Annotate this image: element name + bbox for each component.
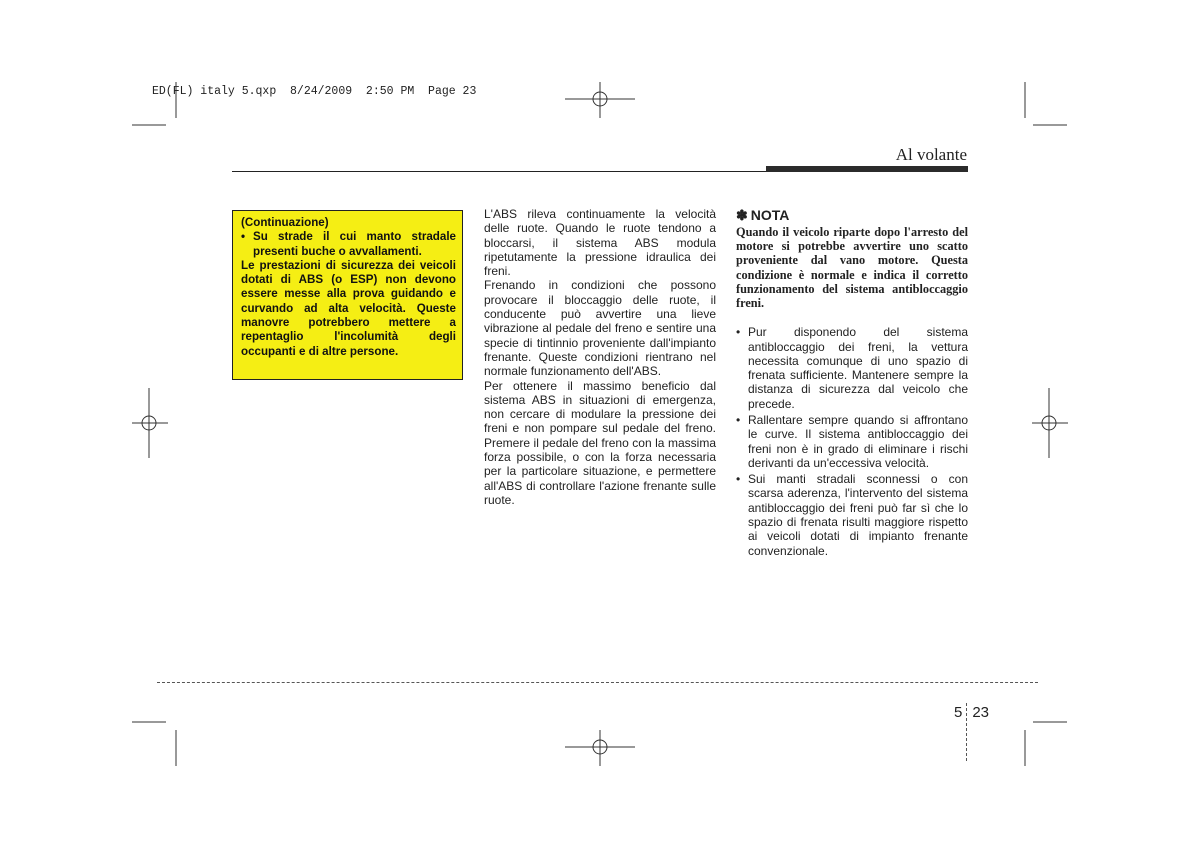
nota-bullet-list xyxy=(736,325,968,558)
registration-target-top xyxy=(565,80,635,120)
list-item-text: Pur disponendo del sistema antibloccaggio dei freni, la vettura necessita comunque di uno spazio di frenata sufficiente. Mantenere sempre la distanza di sicurezza dal veicolo che precede. xyxy=(748,325,968,411)
print-slug: ED(FL) italy 5.qxp 8/24/2009 2:50 PM Page 23 xyxy=(152,85,477,98)
warning-bullet-text: Su strade il cui manto stradale presenti buche o avvallamenti. xyxy=(253,230,456,258)
bullet-dot: • xyxy=(736,325,741,340)
asterisk-icon: ✽ xyxy=(736,207,748,223)
warning-heading: (Continuazione) xyxy=(241,216,329,229)
nota-body: Quando il veicolo riparte dopo l'arresto del motore si potrebbe avvertire uno scatto proveniente dal vano motore. Questa condizione è normale e indica il corretto funzionamento del sistema antibloccaggio freni. xyxy=(736,225,968,311)
footer-rule xyxy=(157,682,1038,683)
nota-title: NOTA xyxy=(750,207,790,223)
paragraph: Frenando in condizioni che possono provocare il bloccaggio delle ruote, il conducente può avvertire una lieve vibrazione al pedale del freno e sentire una specie di tintinnio proveniente dall'impianto frenante. Queste condizioni rientrano nel normale funzionamento dell'ABS. xyxy=(484,278,716,379)
header-bar xyxy=(766,166,968,172)
section-title: Al volante xyxy=(895,145,967,164)
bullet-dot: • xyxy=(736,472,741,487)
nota-section xyxy=(736,207,968,560)
list-item-text: Sui manti stradali sconnessi o con scarsa aderenza, l'intervento del sistema antibloccaggio dei freni può far sì che lo spazio di frenata risulti maggiore rispetto ai veicoli dotati di impianto frenante convenzionale. xyxy=(748,472,968,558)
registration-target-bottom xyxy=(565,728,635,768)
list-item xyxy=(736,472,968,558)
bullet-dot: • xyxy=(736,413,741,427)
page-number xyxy=(954,683,989,741)
warning-box xyxy=(232,210,463,380)
page-number-separator xyxy=(966,703,968,761)
warning-body: Le prestazioni di sicurezza dei veicoli dotati di ABS (o ESP) non devono essere messe alla prova guidando e curvando ad alta velocità. Queste manovre potrebbero mettere a repentaglio l'incolumità degli occupanti e di altre persone. xyxy=(241,258,456,358)
list-item xyxy=(736,413,968,470)
bullet-dot: • xyxy=(241,230,246,244)
body-column-middle xyxy=(484,207,716,507)
nota-heading xyxy=(736,207,968,224)
list-item xyxy=(736,325,968,411)
paragraph: Per ottenere il massimo beneficio dal sistema ABS in situazioni di emergenza, non cercare di modulare la pressione dei freni e non pompare sul pedale del freno. Premere il pedale del freno con la massima forza possibile, o con la forza necessaria per la particolare situazione, e permettere all'ABS di controllare l'azione frenante sulle ruote. xyxy=(484,378,716,507)
list-item-text: Rallentare sempre quando si affrontano le curve. Il sistema antibloccaggio dei freni non è in grado di eliminare i rischi derivanti da un'eccessiva velocità. xyxy=(748,413,968,470)
registration-target-left xyxy=(130,388,170,458)
registration-target-right xyxy=(1030,388,1070,458)
warning-bullet xyxy=(241,230,456,259)
page-number-value: 23 xyxy=(972,703,990,721)
paragraph: L'ABS rileva continuamente la velocità delle ruote. Quando le ruote tendono a bloccarsi, il sistema ABS modula ripetutamente la pressione idraulica dei freni. xyxy=(484,207,716,279)
chapter-number: 5 xyxy=(954,703,963,721)
